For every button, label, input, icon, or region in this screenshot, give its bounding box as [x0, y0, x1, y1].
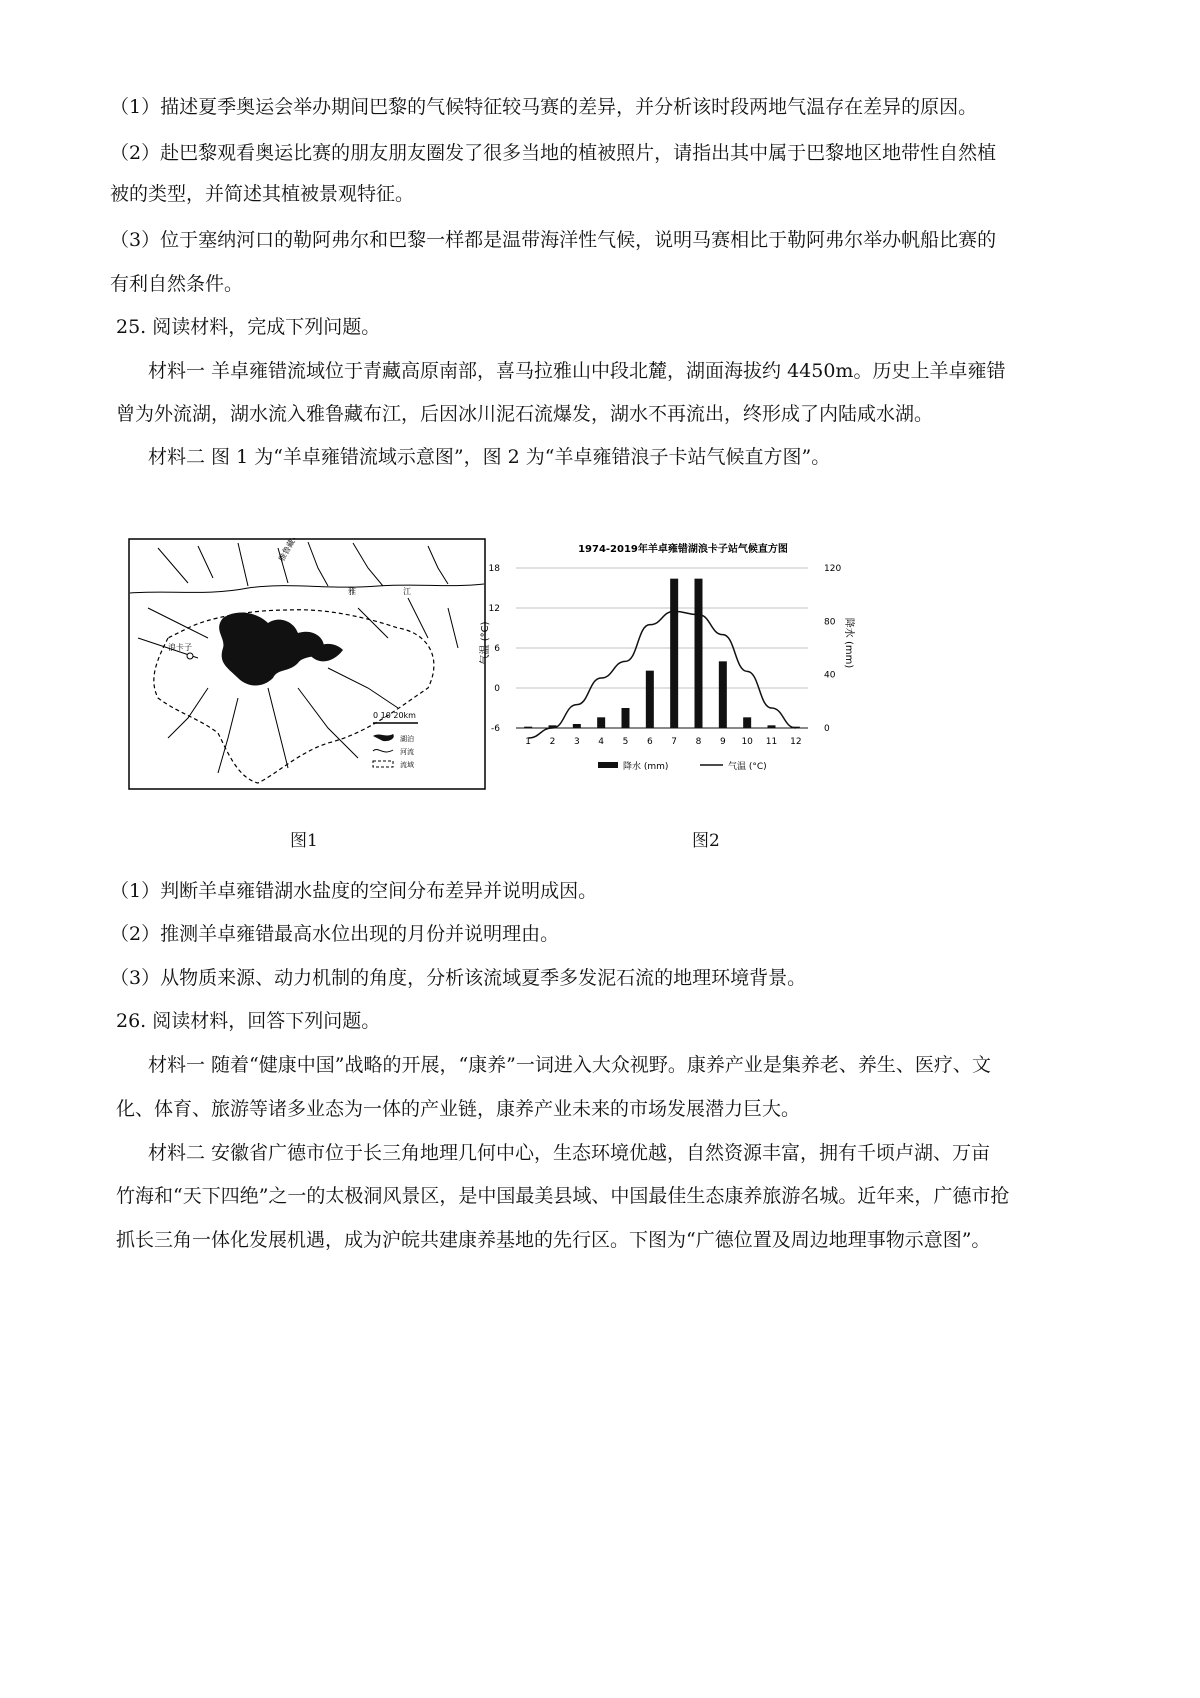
x-tick-label: 11	[765, 737, 778, 747]
y-tick-label: 18	[488, 564, 500, 574]
y2-tick-label: 80	[824, 617, 836, 628]
q26-material2-line1: 材料二 安徽省广德市位于长三角地理几何中心，生态环境优越，自然资源丰富，拥有千顷卢湖、万亩	[148, 1142, 991, 1164]
q25-material1-line2: 曾为外流湖，湖水流入雅鲁藏布江，后因冰川泥石流爆发，湖水不再流出，终形成了内陆咸水湖。	[116, 403, 934, 425]
legend-precip-swatch	[598, 762, 618, 768]
legend-precip: 降水 (mm)	[623, 762, 669, 772]
station-label: 浪卡子	[168, 643, 192, 652]
precip-bar	[573, 724, 581, 728]
x-tick-label: 7	[671, 737, 678, 747]
x-tick-label: 6	[646, 737, 653, 747]
lake-basin-map	[128, 538, 486, 790]
river-label-3: 江	[403, 587, 411, 596]
y-tick-label: 12	[488, 604, 500, 614]
y2-tick-label: 0	[824, 724, 830, 734]
q24-sub3-line2: 有利自然条件。	[110, 273, 244, 295]
q26-heading: 26. 阅读材料，回答下列问题。	[116, 1010, 381, 1032]
precip-bar	[743, 717, 751, 728]
y-axis-label: 气温 (°C)	[480, 621, 491, 665]
river-label-2: 雅	[348, 587, 356, 596]
q26-material1-line1: 材料一 随着“健康中国”战略的开展，“康养”一词进入大众视野。康养产业是集养老、养生、医疗、文	[148, 1054, 991, 1076]
y-tick-label: -6	[491, 724, 500, 734]
chart-title: 1974-2019年羊卓雍错湖浪卡子站气候直方图	[578, 544, 788, 555]
q24-sub3-line1: （3）位于塞纳河口的勒阿弗尔和巴黎一样都是温带海洋性气候，说明马赛相比于勒阿弗尔举办帆船比赛的	[110, 229, 997, 251]
q26-material2-line2: 竹海和“天下四绝”之一的太极洞风景区，是中国最美县域、中国最佳生态康养旅游名城。近年来，广德市抢	[116, 1185, 1010, 1207]
x-tick-label: 3	[573, 737, 580, 747]
q25-heading: 25. 阅读材料，完成下列问题。	[116, 316, 381, 338]
q25-sub1: （1）判断羊卓雍错湖水盐度的空间分布差异并说明成因。	[110, 880, 598, 902]
fig1-caption: 图1	[290, 831, 318, 851]
y-tick-label: 6	[494, 644, 500, 654]
q25-material1-line1: 材料一 羊卓雍错流域位于青藏高原南部，喜马拉雅山中段北麓，湖面海拔约 4450m。历史上羊卓雍错	[148, 360, 1006, 382]
x-tick-label: 4	[598, 737, 605, 747]
y2-tick-label: 120	[824, 564, 842, 574]
q24-sub2-line1: （2）赴巴黎观看奥运比赛的朋友朋友圈发了很多当地的植被照片，请指出其中属于巴黎地区地带性自然植	[110, 142, 997, 164]
y2-axis-label: 降水 (mm)	[843, 617, 854, 669]
precip-bar	[719, 661, 727, 728]
q25-sub3: （3）从物质来源、动力机制的角度，分析该流域夏季多发泥石流的地理环境背景。	[110, 967, 807, 989]
river-label-1: 雅鲁藏布江	[276, 538, 305, 563]
q24-sub2-line2: 被的类型，并简述其植被景观特征。	[110, 183, 415, 205]
precip-bar	[646, 671, 654, 728]
x-tick-label: 9	[719, 737, 726, 747]
q26-material1-line2: 化、体育、旅游等诸多业态为一体的产业链，康养产业未来的市场发展潜力巨大。	[116, 1098, 801, 1120]
q25-sub2: （2）推测羊卓雍错最高水位出现的月份并说明理由。	[110, 923, 560, 945]
y-tick-label: 0	[494, 684, 500, 694]
legend-temp: 气温 (°C)	[728, 762, 767, 772]
legend-lake: 湖泊	[400, 735, 414, 743]
temperature-line	[528, 611, 796, 738]
q24-sub1: （1）描述夏季奥运会举办期间巴黎的气候特征较马赛的差异，并分析该时段两地气温存在差异的原因。	[110, 96, 978, 118]
legend-basin: 流域	[400, 761, 414, 769]
scale-label: 0 10 20km	[373, 711, 416, 720]
precip-bar	[670, 579, 678, 728]
legend-river: 河流	[400, 748, 414, 756]
x-tick-label: 8	[695, 737, 702, 747]
precip-bar	[768, 725, 776, 728]
precip-bar	[597, 717, 605, 728]
precip-bar	[622, 708, 630, 728]
y2-tick-label: 40	[824, 670, 836, 681]
x-tick-label: 1	[525, 737, 532, 747]
q26-material2-line3: 抓长三角一体化发展机遇，成为沪皖共建康养基地的先行区。下图为“广德位置及周边地理事物示意图”。	[116, 1229, 991, 1251]
precip-bar	[695, 579, 703, 728]
x-tick-label: 12	[790, 737, 802, 747]
fig2-caption: 图2	[692, 831, 720, 851]
precip-bar	[524, 727, 532, 728]
x-tick-label: 2	[549, 737, 556, 747]
climate-chart	[478, 538, 918, 778]
x-tick-label: 5	[622, 737, 629, 747]
q25-material2: 材料二 图 1 为“羊卓雍错流域示意图”，图 2 为“羊卓雍错浪子卡站气候直方图”。	[148, 446, 831, 468]
x-tick-label: 10	[741, 737, 753, 747]
